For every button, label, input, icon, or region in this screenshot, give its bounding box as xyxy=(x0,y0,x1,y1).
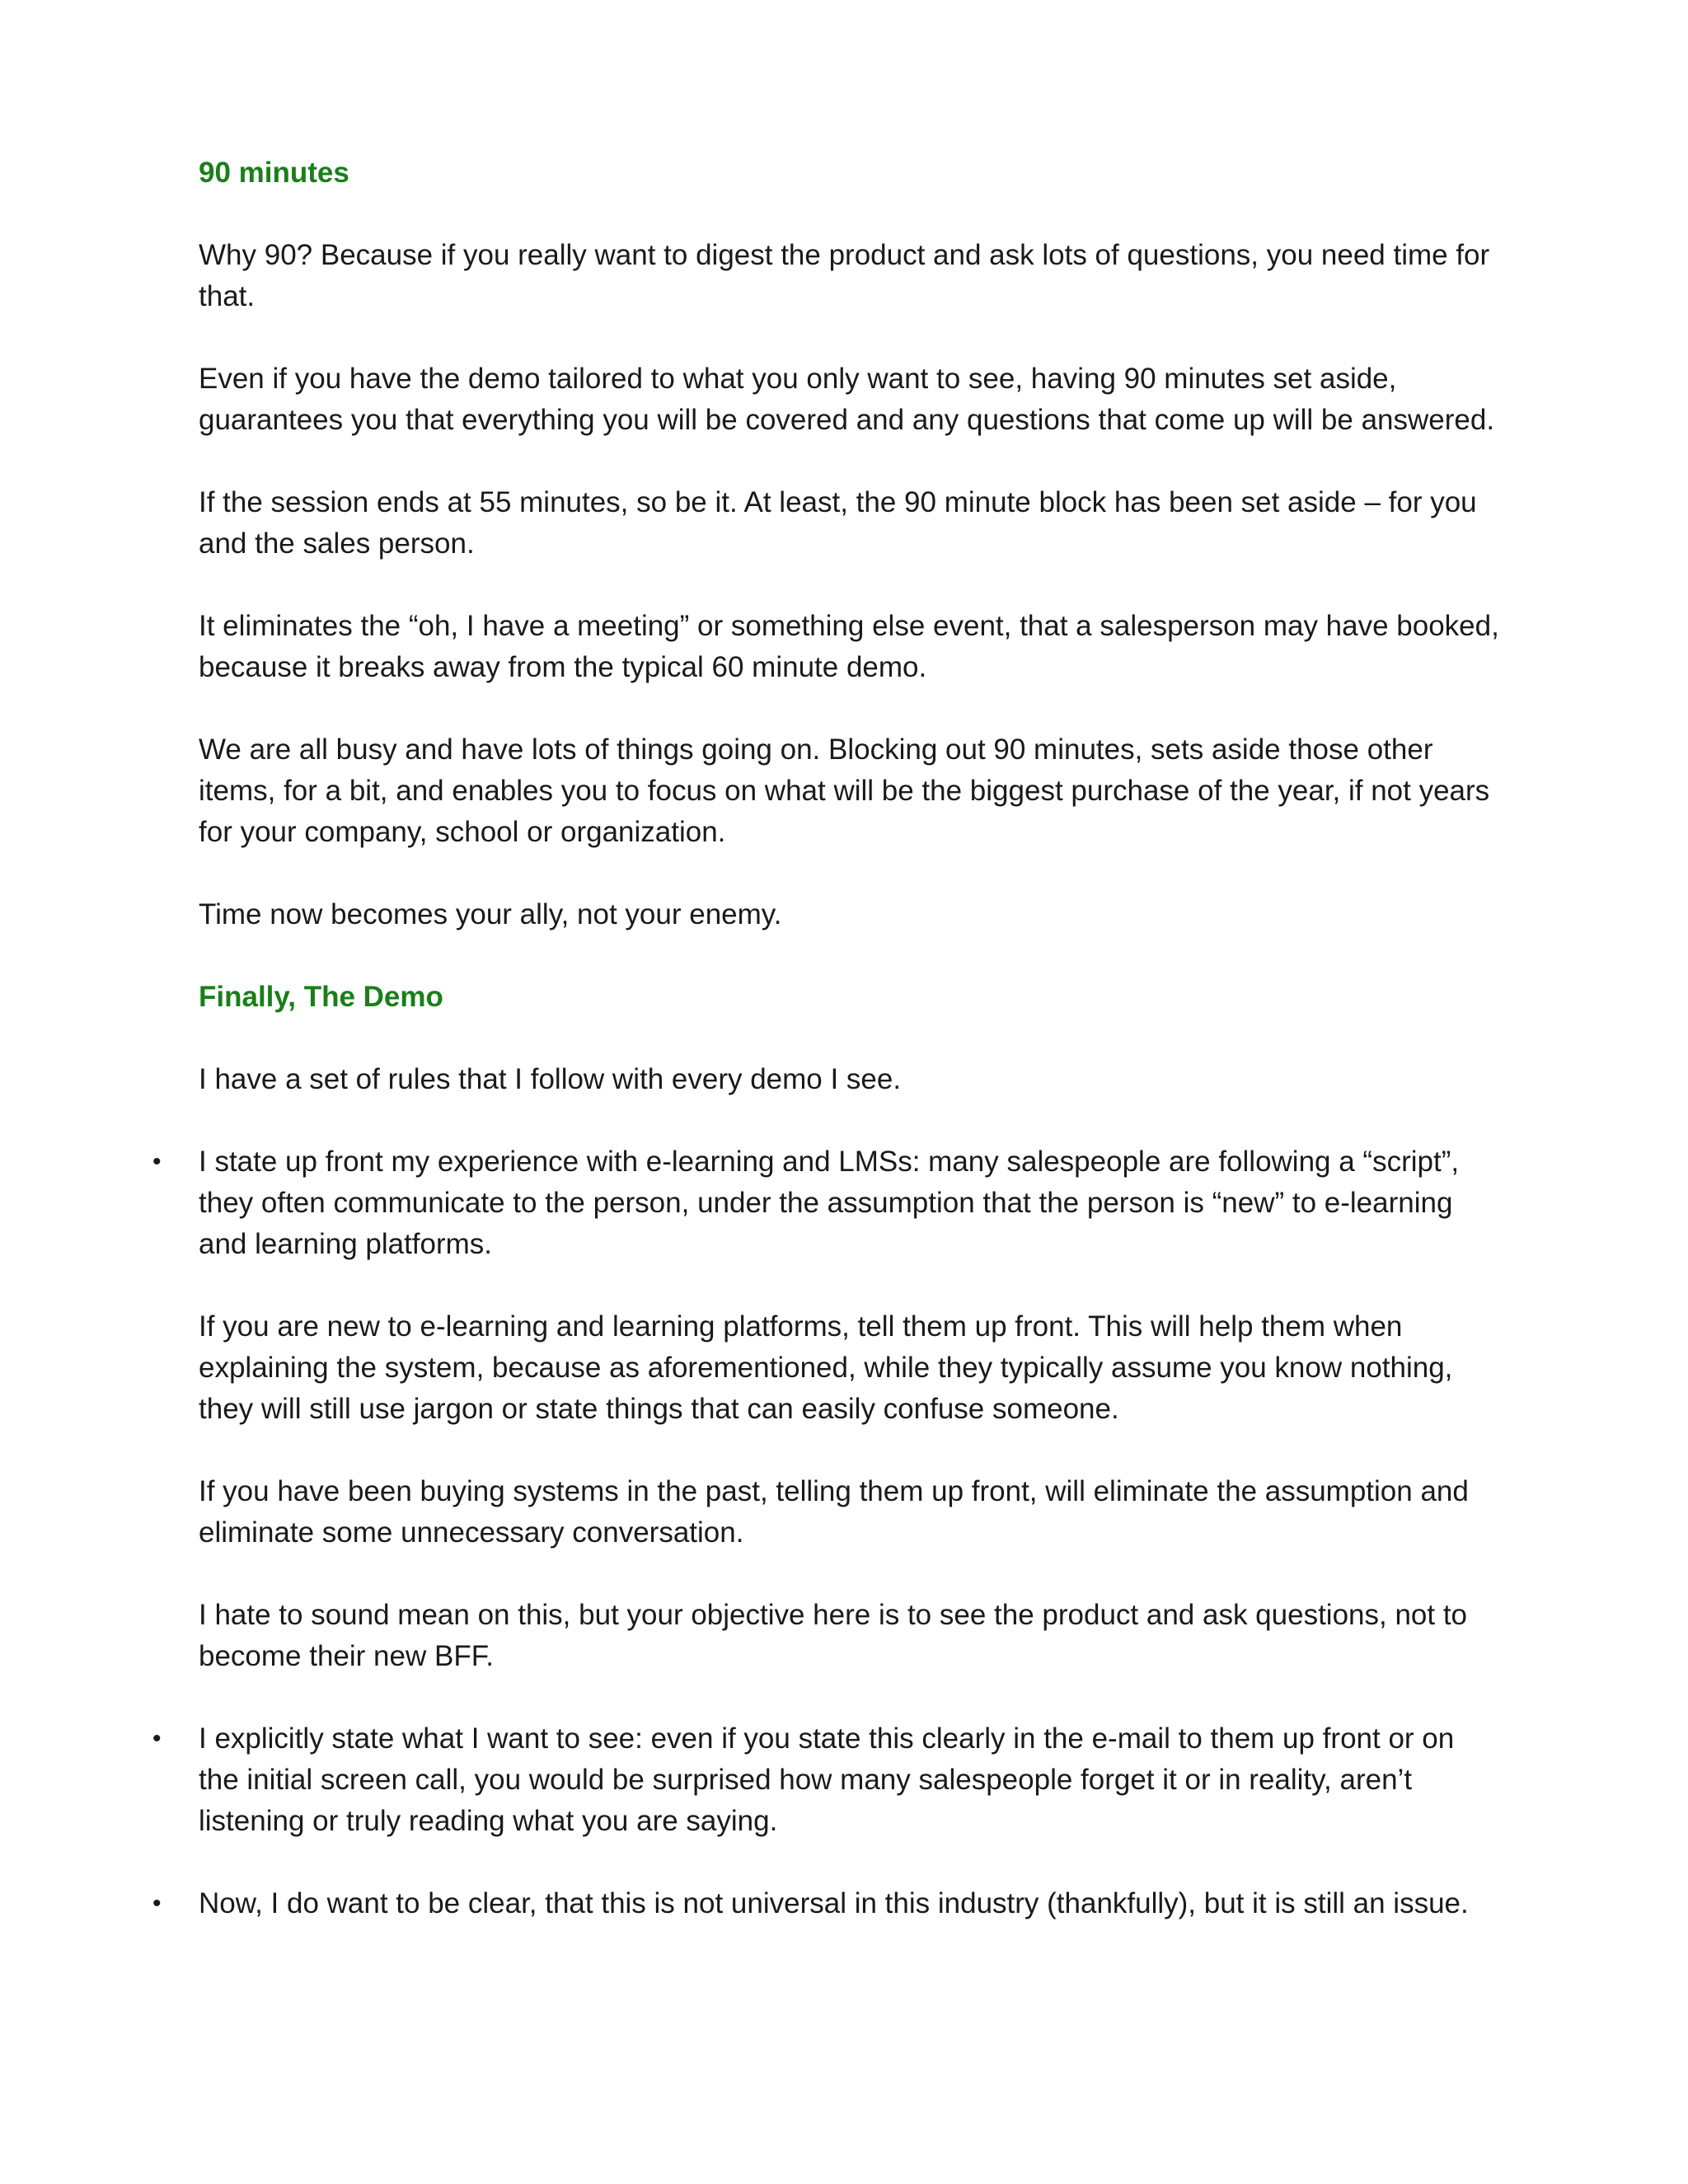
paragraph: Why 90? Because if you really want to digest the product and ask lots of questions, you need time for that. xyxy=(199,239,1490,312)
paragraph: Time now becomes your ally, not your enemy. xyxy=(199,898,782,930)
bullet-text: I explicitly state what I want to see: even if you state this clearly in the e-mail to them up front or on the initial screen call, you would be surprised how many salespeople forget it or in reality, aren’t listening or truly reading what you are saying. xyxy=(199,1722,1455,1837)
paragraph: If you have been buying systems in the past, telling them up front, will eliminate the assumption and eliminate some unnecessary conversation. xyxy=(199,1475,1469,1549)
section-heading-finally-the-demo: Finally, The Demo xyxy=(199,981,443,1013)
bullet-item xyxy=(152,1883,1501,1924)
bullet-text: Now, I do want to be clear, that this is not universal in this industry (thankfully), but it is still an issue. xyxy=(199,1887,1469,1919)
paragraph: If you are new to e-learning and learning platforms, tell them up front. This will help them when explaining the system, because as aforementioned, while they typically assume you know nothing, they will still use jargon or state things that can easily confuse someone. xyxy=(199,1310,1453,1425)
bullet-item xyxy=(152,1718,1501,1842)
intro-paragraph: I have a set of rules that I follow with every demo I see. xyxy=(199,1063,902,1095)
paragraph: Even if you have the demo tailored to what you only want to see, having 90 minutes set aside, guarantees you that everything you will be covered and any questions that come up will be answered. xyxy=(199,363,1495,436)
bullet-text: I state up front my experience with e-learning and LMSs: many salespeople are following a “script”, they often communicate to the person, under the assumption that the person is “new” to e-learning and learning platforms. xyxy=(199,1146,1460,1260)
paragraph: It eliminates the “oh, I have a meeting” or something else event, that a salesperson may have booked, because it breaks away from the typical 60 minute demo. xyxy=(199,610,1499,683)
bullet-item xyxy=(152,1141,1501,1265)
paragraph: We are all busy and have lots of things going on. Blocking out 90 minutes, sets aside those other items, for a bit, and enables you to focus on what will be the biggest purchase of the year, if not years for your company, school or organization. xyxy=(199,733,1490,848)
bullet-icon: • xyxy=(152,1148,162,1175)
bullet-icon: • xyxy=(152,1890,162,1917)
paragraph: I hate to sound mean on this, but your objective here is to see the product and ask questions, not to become their new BFF. xyxy=(199,1599,1468,1672)
bullet-icon: • xyxy=(152,1725,162,1752)
paragraph: If the session ends at 55 minutes, so be it. At least, the 90 minute block has been set aside – for you and the sales person. xyxy=(199,486,1477,560)
document-content xyxy=(152,152,1501,1966)
section-heading-90-minutes: 90 minutes xyxy=(199,157,349,189)
